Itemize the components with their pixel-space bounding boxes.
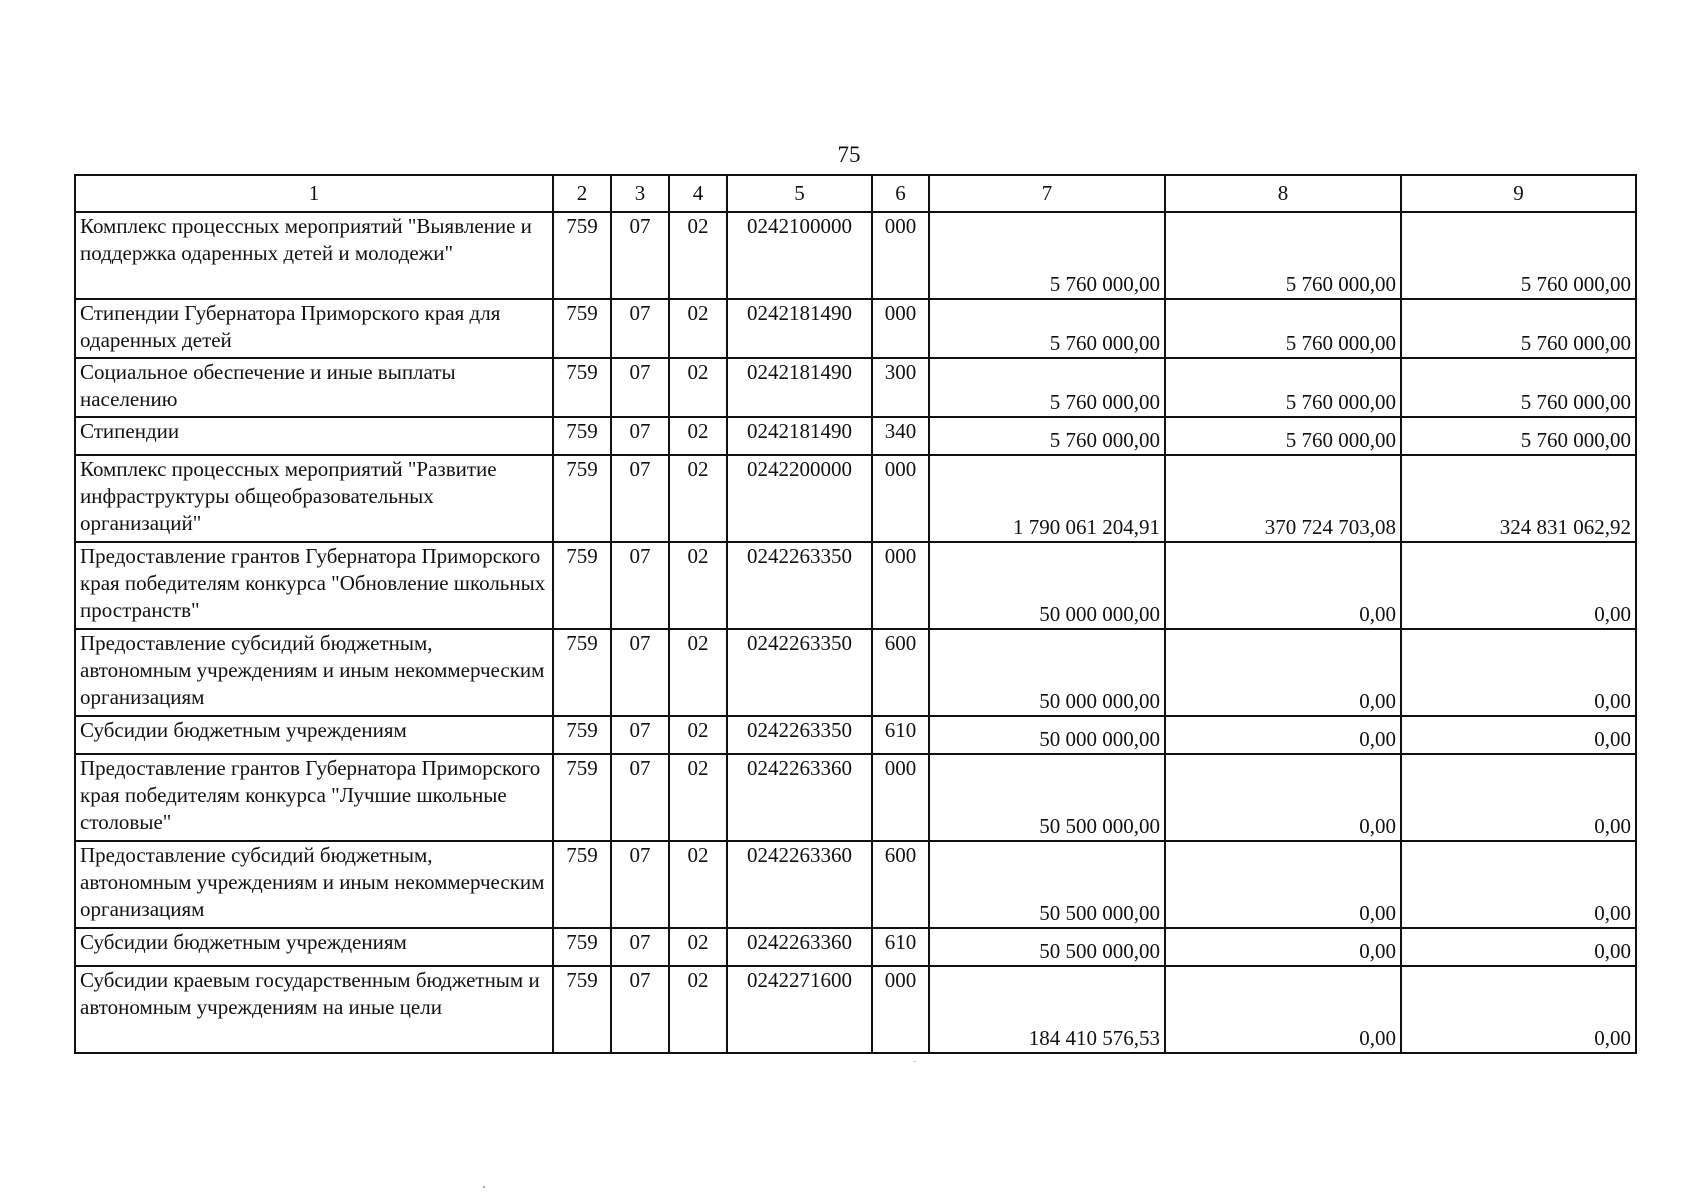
scan-speck	[483, 1186, 485, 1188]
code-cell: 759	[553, 299, 611, 358]
code-cell: 0242263360	[727, 841, 872, 928]
amount-cell: 50 500 000,00	[929, 928, 1165, 966]
amount-cell: 5 760 000,00	[1165, 212, 1401, 299]
amount-cell: 5 760 000,00	[1165, 299, 1401, 358]
amount-cell: 0,00	[1165, 629, 1401, 716]
column-header: 6	[872, 175, 929, 212]
code-cell: 610	[872, 716, 929, 754]
row-name-cell: Субсидии бюджетным учреждениям	[75, 928, 553, 966]
code-cell: 07	[611, 966, 669, 1053]
column-header: 5	[727, 175, 872, 212]
amount-cell: 0,00	[1401, 841, 1636, 928]
code-cell: 300	[872, 358, 929, 417]
code-cell: 759	[553, 966, 611, 1053]
amount-cell: 0,00	[1165, 754, 1401, 841]
code-cell: 02	[669, 629, 727, 716]
column-header: 1	[75, 175, 553, 212]
table-row	[75, 299, 1636, 358]
code-cell: 07	[611, 716, 669, 754]
code-cell: 759	[553, 455, 611, 542]
amount-cell: 5 760 000,00	[1401, 212, 1636, 299]
code-cell: 759	[553, 841, 611, 928]
code-cell: 600	[872, 841, 929, 928]
row-name-cell: Стипендии	[75, 417, 553, 455]
row-name-cell: Субсидии бюджетным учреждениям	[75, 716, 553, 754]
code-cell: 0242263350	[727, 629, 872, 716]
code-cell: 02	[669, 358, 727, 417]
code-cell: 600	[872, 629, 929, 716]
code-cell: 07	[611, 358, 669, 417]
code-cell: 02	[669, 716, 727, 754]
table-row	[75, 629, 1636, 716]
amount-cell: 50 000 000,00	[929, 716, 1165, 754]
code-cell: 759	[553, 754, 611, 841]
column-header: 3	[611, 175, 669, 212]
table-row	[75, 841, 1636, 928]
code-cell: 02	[669, 754, 727, 841]
code-cell: 0242263360	[727, 928, 872, 966]
code-cell: 759	[553, 928, 611, 966]
code-cell: 000	[872, 966, 929, 1053]
code-cell: 02	[669, 417, 727, 455]
column-header: 4	[669, 175, 727, 212]
code-cell: 02	[669, 212, 727, 299]
amount-cell: 324 831 062,92	[1401, 455, 1636, 542]
code-cell: 02	[669, 966, 727, 1053]
code-cell: 0242181490	[727, 358, 872, 417]
scan-speck	[913, 1061, 916, 1062]
header-row	[75, 175, 1636, 212]
code-cell: 02	[669, 455, 727, 542]
row-name-cell: Предоставление грантов Губернатора Приморского края победителям конкурса "Обновление школьных пространств"	[75, 542, 553, 629]
code-cell: 759	[553, 212, 611, 299]
code-cell: 0242271600	[727, 966, 872, 1053]
code-cell: 759	[553, 542, 611, 629]
table-row	[75, 417, 1636, 455]
code-cell: 000	[872, 455, 929, 542]
row-name-cell: Комплекс процессных мероприятий "Развитие инфраструктуры общеобразовательных организаций"	[75, 455, 553, 542]
row-name-cell: Социальное обеспечение и иные выплаты населению	[75, 358, 553, 417]
code-cell: 759	[553, 716, 611, 754]
table-row	[75, 716, 1636, 754]
amount-cell: 5 760 000,00	[1401, 358, 1636, 417]
code-cell: 07	[611, 841, 669, 928]
code-cell: 0242263360	[727, 754, 872, 841]
code-cell: 07	[611, 542, 669, 629]
code-cell: 02	[669, 841, 727, 928]
row-name-cell: Стипендии Губернатора Приморского края для одаренных детей	[75, 299, 553, 358]
code-cell: 0242200000	[727, 455, 872, 542]
amount-cell: 0,00	[1165, 928, 1401, 966]
code-cell: 07	[611, 299, 669, 358]
column-header: 2	[553, 175, 611, 212]
code-cell: 000	[872, 542, 929, 629]
code-cell: 07	[611, 417, 669, 455]
amount-cell: 50 000 000,00	[929, 629, 1165, 716]
code-cell: 0242263350	[727, 542, 872, 629]
table-row	[75, 455, 1636, 542]
row-name-cell: Предоставление субсидий бюджетным, автономным учреждениям и иным некоммерческим организациям	[75, 841, 553, 928]
amount-cell: 5 760 000,00	[1165, 358, 1401, 417]
amount-cell: 0,00	[1165, 966, 1401, 1053]
code-cell: 07	[611, 629, 669, 716]
code-cell: 759	[553, 629, 611, 716]
amount-cell: 5 760 000,00	[929, 212, 1165, 299]
amount-cell: 0,00	[1165, 542, 1401, 629]
code-cell: 610	[872, 928, 929, 966]
amount-cell: 1 790 061 204,91	[929, 455, 1165, 542]
code-cell: 07	[611, 455, 669, 542]
amount-cell: 5 760 000,00	[1401, 417, 1636, 455]
code-cell: 0242263350	[727, 716, 872, 754]
column-header: 7	[929, 175, 1165, 212]
code-cell: 07	[611, 928, 669, 966]
code-cell: 759	[553, 358, 611, 417]
code-cell: 0242100000	[727, 212, 872, 299]
page-number: 75	[837, 142, 861, 167]
code-cell: 000	[872, 212, 929, 299]
table-row	[75, 542, 1636, 629]
budget-table	[74, 174, 1637, 1054]
code-cell: 0242181490	[727, 417, 872, 455]
amount-cell: 5 760 000,00	[929, 299, 1165, 358]
amount-cell: 50 000 000,00	[929, 542, 1165, 629]
row-name-cell: Комплекс процессных мероприятий "Выявление и поддержка одаренных детей и молодежи"	[75, 212, 553, 299]
code-cell: 07	[611, 212, 669, 299]
amount-cell: 0,00	[1165, 716, 1401, 754]
amount-cell: 5 760 000,00	[929, 417, 1165, 455]
amount-cell: 0,00	[1401, 716, 1636, 754]
amount-cell: 0,00	[1401, 928, 1636, 966]
amount-cell: 0,00	[1401, 542, 1636, 629]
table-row	[75, 358, 1636, 417]
code-cell: 02	[669, 542, 727, 629]
column-header: 8	[1165, 175, 1401, 212]
code-cell: 07	[611, 754, 669, 841]
row-name-cell: Предоставление субсидий бюджетным, автономным учреждениям и иным некоммерческим организациям	[75, 629, 553, 716]
amount-cell: 5 760 000,00	[1165, 417, 1401, 455]
table-row	[75, 212, 1636, 299]
code-cell: 02	[669, 299, 727, 358]
code-cell: 340	[872, 417, 929, 455]
amount-cell: 0,00	[1401, 966, 1636, 1053]
row-name-cell: Предоставление грантов Губернатора Приморского края победителям конкурса "Лучшие школьные столовые"	[75, 754, 553, 841]
amount-cell: 50 500 000,00	[929, 754, 1165, 841]
amount-cell: 0,00	[1401, 629, 1636, 716]
amount-cell: 5 760 000,00	[929, 358, 1165, 417]
code-cell: 000	[872, 299, 929, 358]
amount-cell: 0,00	[1401, 754, 1636, 841]
code-cell: 759	[553, 417, 611, 455]
table-row	[75, 966, 1636, 1053]
table-body	[75, 212, 1636, 1053]
amount-cell: 50 500 000,00	[929, 841, 1165, 928]
amount-cell: 370 724 703,08	[1165, 455, 1401, 542]
row-name-cell: Субсидии краевым государственным бюджетным и автономным учреждениям на иные цели	[75, 966, 553, 1053]
amount-cell: 5 760 000,00	[1401, 299, 1636, 358]
amount-cell: 184 410 576,53	[929, 966, 1165, 1053]
code-cell: 02	[669, 928, 727, 966]
table-row	[75, 754, 1636, 841]
amount-cell: 0,00	[1165, 841, 1401, 928]
table-row	[75, 928, 1636, 966]
code-cell: 000	[872, 754, 929, 841]
code-cell: 0242181490	[727, 299, 872, 358]
column-header: 9	[1401, 175, 1636, 212]
